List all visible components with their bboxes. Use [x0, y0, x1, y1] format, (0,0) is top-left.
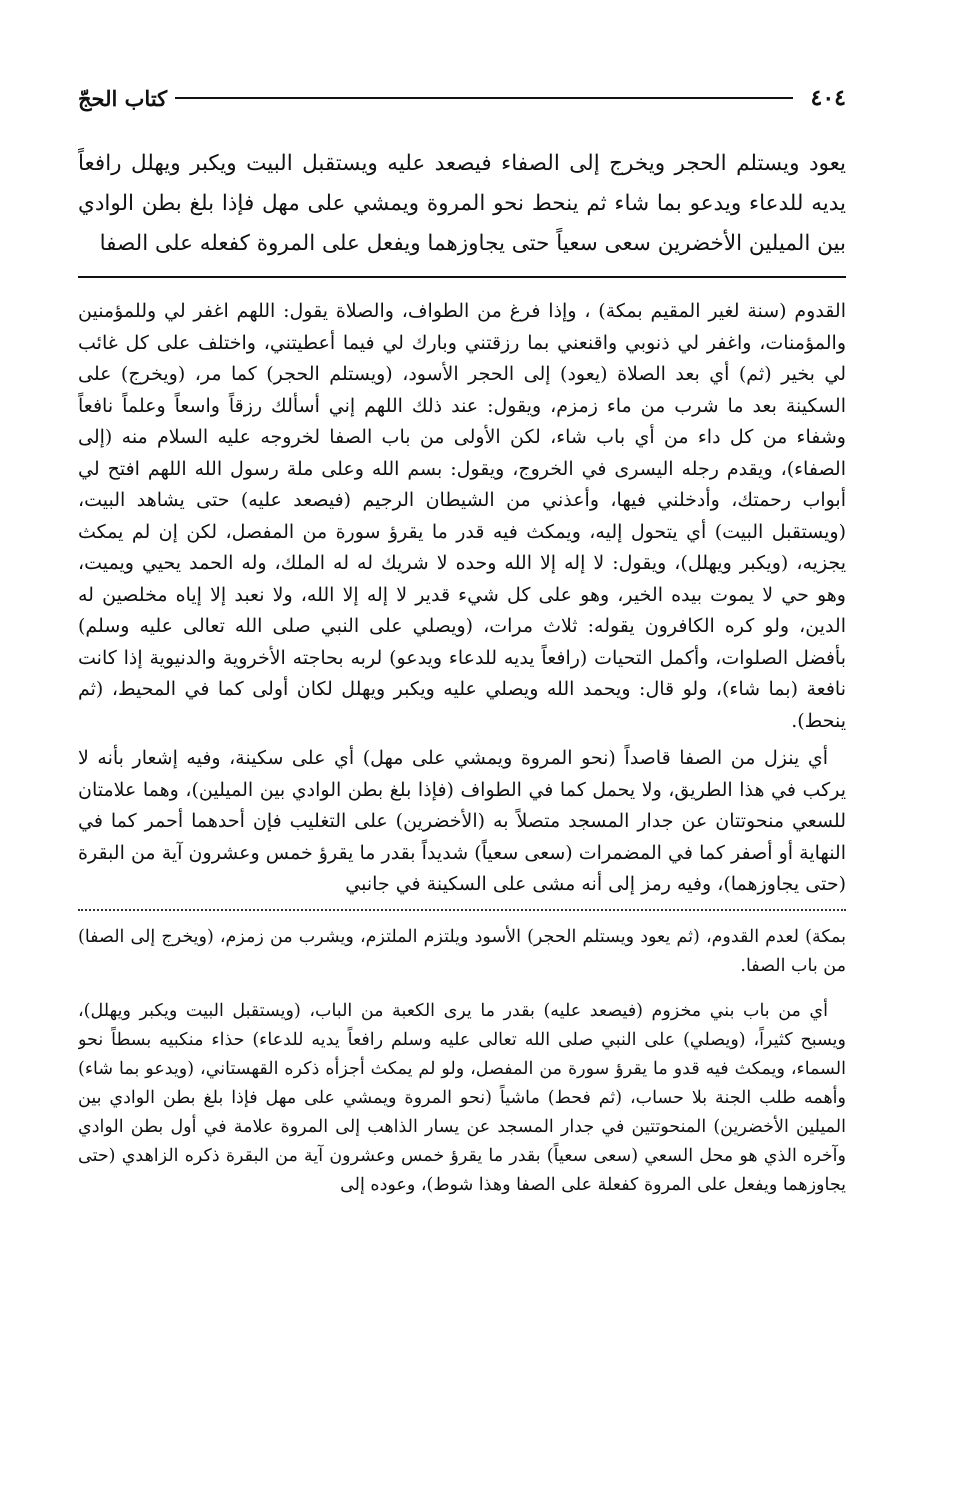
- sharh-paragraph-2: أي ينزل من الصفا قاصداً (نحو المروة ويمشي على مهل) أي على سكينة، وفيه إشعار بأنه لا يركب في هذا الطريق، ولا يحمل كما في الطواف (فإذا بلغ بطن الوادي بين الميلين)، وهما علامتان للسعي منحوتتان عن جدار المسجد متصلاً به (الأخضرين) على التغليب فإن أحدهما أحمر كما في النهاية أو أصفر كما في المضمرات (سعى سعياً) شديداً بقدر ما يقرؤ خمس وعشرون آية من البقرة (حتى يجاوزهما)، وفيه رمز إلى أنه مشى على السكينة في جانبي: [78, 747, 846, 895]
- matn-divider: [78, 276, 846, 278]
- matn-text: يعود ويستلم الحجر ويخرج إلى الصفاء فيصعد عليه ويستقبل البيت ويكبر ويهلل رافعاً يديه للدعاء ويدعو بما شاء ثم ينحط نحو المروة ويمشي على مهل فإذا بلغ بطن الوادي بين الميلين الأخضرين سعى سعياً حتى يجاوزهما ويفعل على المروة كفعله على الصفا: [78, 151, 846, 256]
- header-rule: [175, 97, 792, 99]
- hashiya-paragraph-2: أي من باب بني مخزوم (فيصعد عليه) بقدر ما يرى الكعبة من الباب، (ويستقبل البيت ويكبر ويهلل)، ويسبح كثيراً، (ويصلي) على النبي صلى الله تعالى عليه وسلم رافعاً يديه للدعاء) حذاء منكبيه بسطاً نحو السماء، ويمكث فيه قدو ما يقرؤ سورة من المفصل، ولو لم يمكث أجزأه ذكره القهستاني، (ويدعو بما شاء) وأهمه طلب الجنة بلا حساب، (ثم فحط) ماشياً (نحو المروة ويمشي على مهل فإذا بلغ بطن الوادي بين الميلين الأخضرين) المنحوتتين في جدار المسجد عن يسار الذاهب إلى المروة علامة في أول بطن الوادي وآخره الذي هو محل السعي (سعى سعياً) بقدر ما يقرؤ خمس وعشرون آية من البقرة ذكره الزاهدي (حتى يجاوزهما ويفعل على المروة كفعلة على الصفا وهذا شوط)، وعوده إلى: [78, 1000, 846, 1195]
- sharh-paragraph-1: القدوم (سنة لغير المقيم بمكة) ، وإذا فرغ من الطواف، والصلاة يقول: اللهم اغفر لي وللمؤمنين والمؤمنات، واغفر لي ذنوبي واقنعني بما رزقتني وبارك لي فيما أعطيتني، واختلف على كل غائب لي بخير (ثم) أي بعد الصلاة (يعود) إلى الحجر الأسود، (ويستلم الحجر) كما مر، (ويخرج) على السكينة بعد ما شرب من ماء زمزم، ويقول: عند ذلك اللهم إني أسألك رزقاً واسعاً وعلماً نافعاً وشفاء من كل داء من أي باب شاء، لكن الأولى من باب الصفا لخروجه عليه السلام منه (إلى الصفاء)، ويقدم رجله اليسرى في الخروج، ويقول: بسم الله وعلى ملة رسول الله اللهم افتح لي أبواب رحمتك، وأدخلني فيها، وأعذني من الشيطان الرجيم (فيصعد عليه) حتى يشاهد البيت، (ويستقبل البيت) أي يتحول إليه، ويمكث فيه قدر ما يقرؤ سورة من المفصل، لكن إن لم يمكث يجزيه، (ويكبر ويهلل)، ويقول: لا إله إلا الله وحده لا شريك له له الملك، وله الحمد يحيي ويميت، وهو حي لا يموت بيده الخير، وهو على كل شيء قدير لا إله إلا الله، ولا نعبد إلا إياه مخلصين له الدين، ولو كره الكافرون يقوله: ثلاث مرات، (ويصلي على النبي صلى الله تعالى عليه وسلم) بأفضل الصلوات، وأكمل التحيات (رافعاً يديه للدعاء ويدعو) لربه بحاجته الأخروية والدنيوية إذا كانت نافعة (بما شاء)، ولو قال: ويحمد الله ويصلي عليه ويكبر ويهلل لكان أولى كما في المحيط، (ثم ينحط).: [78, 300, 846, 732]
- footnote-divider: [78, 909, 846, 911]
- page-number: ٤٠٤: [810, 85, 846, 111]
- running-header: [78, 78, 846, 118]
- sharh-section: [78, 296, 846, 901]
- hashiya-section: [78, 923, 846, 1200]
- book-page: [78, 78, 846, 1378]
- hashiya-paragraph-1: بمكة) لعدم القدوم، (ثم يعود ويستلم الحجر) الأسود ويلتزم الملتزم، ويشرب من زمزم، (ويخرج إلى الصفا) من باب الصفا.: [78, 926, 846, 976]
- book-title: كتاب الحجّ: [78, 85, 168, 111]
